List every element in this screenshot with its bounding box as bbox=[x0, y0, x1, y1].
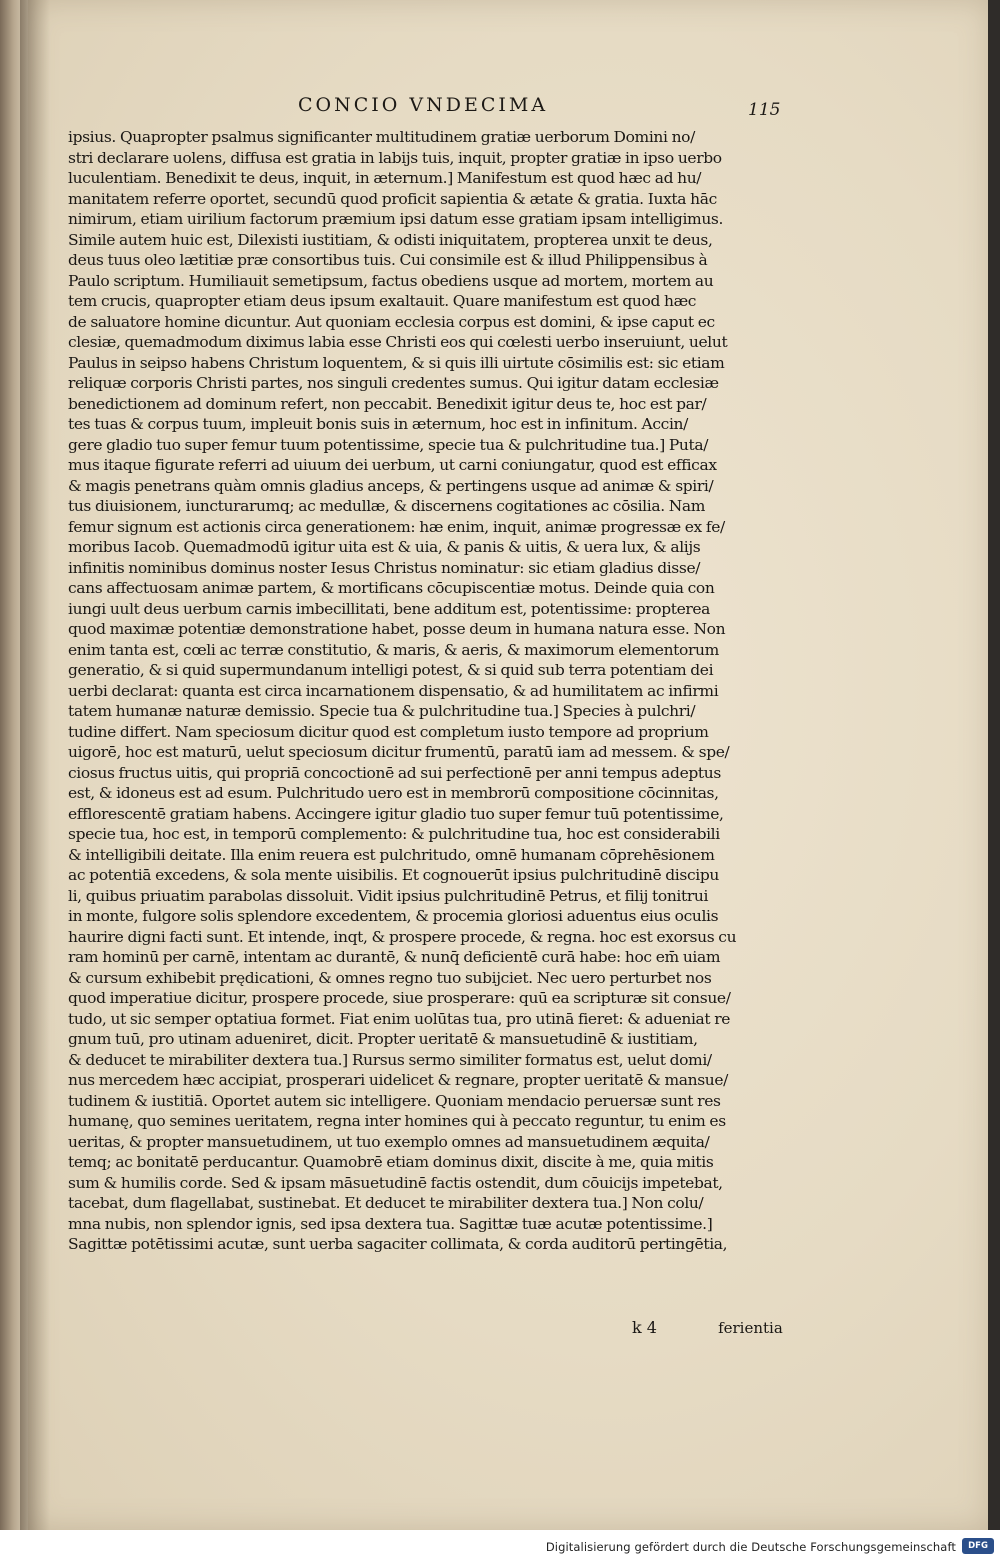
text-line: tes tuas & corpus tuum, impleuit bonis suis in æternum, hoc est in infinitum. Accin/ bbox=[68, 416, 688, 433]
text-line: in monte, fulgore solis splendore excedentem, & procemia gloriosi aduentus eius oculis bbox=[68, 908, 719, 925]
catchword: ferientia bbox=[718, 1319, 783, 1337]
text-line: tus diuisionem, iuncturarumq; ac medullæ, & discernens cogitationes ac cōsilia. Nam bbox=[68, 498, 706, 515]
text-line: clesiæ, quemadmodum diximus labia esse Christi eos qui cœlesti uerbo inseruiunt, uelut bbox=[68, 334, 728, 351]
running-head: CONCIO VNDECIMA bbox=[298, 94, 549, 116]
text-line: nimirum, etiam uirilium factorum præmium ipsi datum esse gratiam ipsam intelligimus. bbox=[68, 211, 724, 228]
text-line: mus itaque figurate referri ad uiuum dei uerbum, ut carni coniungatur, quod est efficax bbox=[68, 457, 717, 474]
text-line: li, quibus priuatim parabolas dissoluit. Vidit ipsius pulchritudinē Petrus, et filij tonitrui bbox=[68, 887, 709, 905]
text-line: ac potentiā excedens, & sola mente uisibilis. Et cognouerūt ipsius pulchritudinē discipu bbox=[68, 867, 719, 884]
text-line: enim tanta est, cœli ac terræ constitutio, & maris, & aeris, & maximorum elementorum bbox=[68, 641, 719, 659]
text-line: infinitis nominibus dominus noster Iesus Christus nominatur: sic etiam gladius disse/ bbox=[68, 559, 701, 577]
gutter-shadow bbox=[20, 0, 50, 1530]
text-line: gnum tuū, pro utinam adueniret, dicit. Propter ueritatē & mansuetudinē & iustitiam, bbox=[68, 1031, 698, 1048]
text-line: benedictionem ad dominum refert, non peccabit. Benedixit igitur deus te, hoc est par/ bbox=[68, 395, 707, 413]
signature-line bbox=[632, 1318, 783, 1337]
text-line: luculentiam. Benedixit te deus, inquit, in æternum.] Manifestum est quod hæc ad hu/ bbox=[68, 170, 702, 187]
text-line: specie tua, hoc est, in temporū complemento: & pulchritudine tua, hoc est considerabili bbox=[68, 826, 720, 843]
text-line: est, & idoneus est ad esum. Pulchritudo uero est in membrorū compositione cōcinnitas, bbox=[68, 785, 719, 802]
text-line: humanę, quo semines ueritatem, regna inter homines qui à peccato reguntur, tu enim es bbox=[68, 1113, 726, 1130]
text-line: tudine differt. Nam speciosum dicitur quod est completum iusto tempore ad proprium bbox=[68, 723, 709, 741]
text-line: generatio, & si quid supermundanum intelligi potest, & si quid sub terra potentiam dei bbox=[68, 662, 714, 679]
book-page bbox=[28, 0, 990, 1530]
text-line: & deducet te mirabiliter dextera tua.] Rursus sermo similiter formatus est, uelut domi/ bbox=[68, 1051, 712, 1069]
text-line: sum & humilis corde. Sed & ipsam māsuetudinē factis ostendit, dum cōuicijs impetebat, bbox=[68, 1174, 723, 1192]
signature-mark: k 4 bbox=[632, 1318, 657, 1337]
dfg-logo: DFG bbox=[962, 1538, 994, 1554]
text-line: deus tuus oleo lætitiæ præ consortibus tuis. Cui consimile est & illud Philippensibus à bbox=[68, 252, 708, 269]
text-line: tem crucis, quapropter etiam deus ipsum exaltauit. Quare manifestum est quod hæc bbox=[68, 293, 697, 310]
text-line: & cursum exhibebit prędicationi, & omnes regno tuo subijciet. Nec uero perturbet nos bbox=[68, 969, 712, 987]
text-line: temq; ac bonitatē perducantur. Quamobrē etiam dominus dixit, discite à me, quia mitis bbox=[68, 1154, 714, 1171]
text-line: quod imperatiue dicitur, prospere procede, siue prosperare: quū ea scripturæ sit consue/ bbox=[68, 990, 731, 1007]
text-line: cans affectuosam animæ partem, & mortificans cōcupiscentiæ motus. Deinde quia con bbox=[68, 580, 715, 597]
text-line: & intelligibili deitate. Illa enim reuera est pulchritudo, omnē humanam cōprehēsionem bbox=[68, 846, 715, 864]
text-line: tatem humanæ naturæ demissio. Specie tua & pulchritudine tua.] Species à pulchri/ bbox=[68, 703, 696, 720]
text-line: ciosus fructus uitis, qui propriā concoctionē ad sui perfectionē per anni tempus adeptus bbox=[68, 764, 721, 782]
funding-notice: Digitalisierung gefördert durch die Deutsche Forschungsgemeinschaft bbox=[545, 1540, 956, 1554]
text-line: efflorescentē gratiam habens. Accingere igitur gladio tuo super femur tuū potentissime, bbox=[68, 805, 724, 823]
text-line: ipsius. Quapropter psalmus significanter multitudinem gratiæ uerborum Domini no/ bbox=[68, 129, 695, 146]
text-line: Simile autem huic est, Dilexisti iustitiam, & odisti iniquitatem, propterea unxit te deus, bbox=[68, 231, 713, 249]
text-line: haurire digni facti sunt. Et intende, inqt, & prospere procede, & regna. hoc est exorsus cu bbox=[68, 928, 737, 946]
text-line: Sagittæ potētissimi acutæ, sunt uerba sagaciter collimata, & corda auditorū pertingētia, bbox=[68, 1236, 728, 1253]
text-block bbox=[68, 128, 780, 1256]
text-line: reliquæ corporis Christi partes, nos singuli credentes sumus. Qui igitur datam ecclesiæ bbox=[68, 375, 719, 392]
scan-background-edge bbox=[988, 0, 1000, 1530]
text-line: tudinem & iustitiā. Oportet autem sic intelligere. Quoniam mendacio peruersæ sunt res bbox=[68, 1092, 721, 1110]
text-line: Paulus in seipso habens Christum loquentem, & si quis illi uirtute cōsimilis est: sic etiam bbox=[68, 354, 725, 372]
text-line: quod maximæ potentiæ demonstratione habet, posse deum in humana natura esse. Non bbox=[68, 621, 726, 638]
text-line: Paulo scriptum. Humiliauit semetipsum, factus obediens usque ad mortem, mortem au bbox=[68, 272, 714, 290]
text-line: de saluatore homine dicuntur. Aut quoniam ecclesia corpus est domini, & ipse caput ec bbox=[68, 313, 715, 331]
text-line: & magis penetrans quàm omnis gladius anceps, & pertingens usque ad animæ & spiri/ bbox=[68, 477, 714, 495]
text-line: nus mercedem hæc accipiat, prosperari uidelicet & regnare, propter ueritatē & mansue/ bbox=[68, 1072, 729, 1089]
text-line: ram hominū per carnē, intentam ac durantē, & nunq̄ deficientē curā habe: hoc em̄ uiam bbox=[68, 949, 721, 966]
text-line: uerbi declarat: quanta est circa incarnationem dispensatio, & ad humilitatem ac infirmi bbox=[68, 682, 719, 700]
text-line: uigorē, hoc est maturū, uelut speciosum dicitur frumentū, paratū iam ad messem. & spe/ bbox=[68, 744, 730, 761]
text-line: tacebat, dum flagellabat, sustinebat. Et deducet te mirabiliter dextera tua.] Non colu/ bbox=[68, 1195, 704, 1212]
text-line: ueritas, & propter mansuetudinem, ut tuo exemplo omnes ad mansuetudinem æquita/ bbox=[68, 1133, 710, 1151]
text-line: femur signum est actionis circa generationem: hæ enim, inquit, animæ progressæ ex fe/ bbox=[68, 518, 725, 536]
text-line: manitatem referre oportet, secundū quod proficit sapientia & ætate & gratia. Iuxta hāc bbox=[68, 190, 717, 208]
text-line: stri declarare uolens, diffusa est gratia in labijs tuis, inquit, propter gratiæ in ipso uerbo bbox=[68, 149, 722, 167]
text-line: tudo, ut sic semper optatiua formet. Fiat enim uolūtas tua, pro utinā fieret: & adueniat re bbox=[68, 1010, 731, 1028]
text-line: iungi uult deus uerbum carnis imbecillitati, bene additum est, potentissime: propterea bbox=[68, 600, 711, 618]
text-line: moribus Iacob. Quemadmodū igitur uita est & uia, & panis & uitis, & uera lux, & alijs bbox=[68, 539, 701, 556]
folio-number: 115 bbox=[748, 100, 781, 120]
text-line: gere gladio tuo super femur tuum potentissime, specie tua & pulchritudine tua.] Puta/ bbox=[68, 436, 709, 454]
text-line: mna nubis, non splendor ignis, sed ipsa dextera tua. Sagittæ tuæ acutæ potentissime.] bbox=[68, 1215, 713, 1233]
